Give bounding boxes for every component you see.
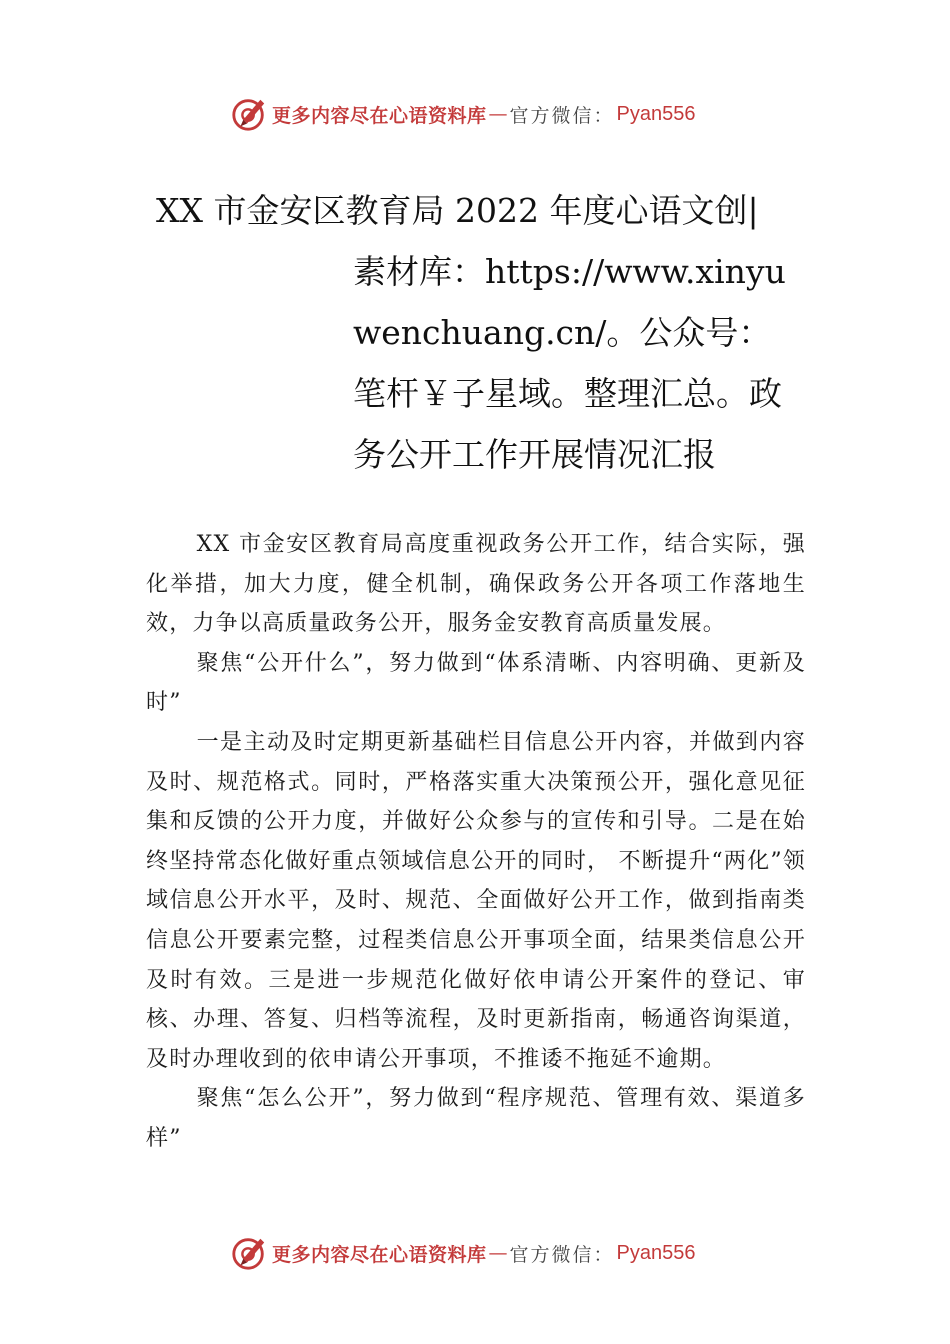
intro-paragraph: XX 市金安区教育局高度重视政务公开工作，结合实际，强化举措，加大力度，健全机制，确保政务公开各项工作落地生效，力争以高质量政务公开，服务金安教育高质量发展。 — [146, 532, 806, 637]
banner-text: 更多内容尽在心语资料库 — [272, 104, 487, 127]
section-heading-what: 聚焦“公开什么”，努力做到“体系清晰、内容明确、更新及时” — [146, 650, 806, 716]
footer-watermark-banner — [230, 1233, 750, 1273]
document-body — [146, 525, 806, 1159]
pen-logo-icon — [230, 1234, 268, 1272]
banner-wechat-label: 官方微信： — [509, 104, 615, 127]
banner-wechat-id: Pyan556 — [616, 102, 696, 125]
banner-separator: — — [488, 103, 508, 125]
banner-text: 更多内容尽在心语资料库 — [272, 1243, 487, 1266]
title-line-1: XX 市金安区教育局 2022 年度心语文创| — [156, 191, 759, 230]
title-line-2: 素材库：https://www.xinyuwenchuang.cn/。公众号：笔杆￥子星域。整理汇总。政务公开工作开展情况汇报 — [353, 252, 786, 474]
banner-wechat-id: Pyan556 — [616, 1241, 696, 1264]
header-watermark-banner — [230, 94, 750, 134]
banner-wechat-label: 官方微信： — [509, 1243, 615, 1266]
banner-separator: — — [488, 1242, 508, 1264]
document-title — [150, 180, 810, 485]
body-paragraph: 一是主动及时定期更新基础栏目信息公开内容，并做到内容及时、规范格式。同时，严格落实重大决策预公开，强化意见征集和反馈的公开力度，并做好公众参与的宣传和引导。二是在始终坚持常态化做好重点领域信息公开的同时， 不断提升“两化”领域信息公开水平，及时、规范、全面做好公开工作，做到指南类信息公开要素完整，过程类信息公开事项全面，结果类信息公开及时有效。三是进一步规范化做好依申请公开案件的登记、审核、办理、答复、归档等流程，及时更新指南，畅通咨询渠道，及时办理收到的依申请公开事项，不推诿不拖延不逾期。 — [146, 729, 806, 1072]
section-heading-how: 聚焦“怎么公开”，努力做到“程序规范、管理有效、渠道多样” — [146, 1086, 806, 1151]
pen-logo-icon — [230, 95, 268, 133]
